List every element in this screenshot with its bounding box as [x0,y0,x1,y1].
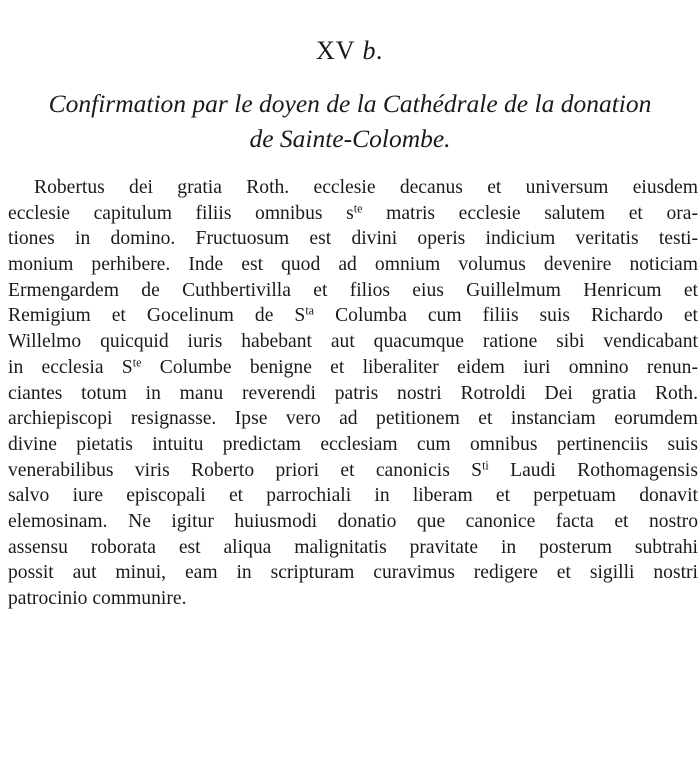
body-line: Ermengardem de Cuthbertivilla et filios eius Guillelmum Henricum et [8,279,698,301]
superscript-abbreviation: te [132,355,142,370]
superscript-abbreviation: ti [482,457,489,472]
body-line: patrocinio communire. [8,588,187,609]
body-line: Remigium et Gocelinum de $S^{ta}$ Columba cum filiis suis Richardo et [8,303,699,327]
document-number-roman: XV [315,36,356,65]
body-line: archiepiscopi resignasse. Ipse vero ad petitionem et instanciam eorumdem [8,408,698,430]
document-number [0,36,700,66]
body-line: tiones in domino. Fructuosum est divini operis indicium veritatis testi- [8,228,698,250]
body-line: elemosinam. Ne igitur huiusmodi donatio que canonice facta et nostro [8,510,698,532]
document-title-line: Confirmation par le doyen de la Cathédrale de la donation [48,89,652,118]
document-title [0,86,700,156]
body-line: possit aut minui, eam in scripturam curavimus redigere et sigilli nostri [8,562,698,584]
body-line: ciantes totum in manu reverendi patris nostri Rotroldi Dei gratia Roth. [8,382,698,404]
body-line: venerabilibus viris Roberto priori et canonicis $S^{ti}$ Laudi Rothomagensis [8,457,699,481]
document-body [8,175,698,612]
document-number-suffix: b. [362,36,385,65]
body-line: Robertus dei gratia Roth. ecclesie decanus et universum eiusdem [34,177,698,198]
body-line: salvo iure episcopali et parrochiali in liberam et perpetuam donavit [8,485,698,507]
body-line: monium perhibere. Inde est quod ad omnium volumus devenire noticiam [8,254,698,276]
body-line: divine pietatis intuitu predictam ecclesiam cum omnibus pertinenciis suis [8,433,698,455]
body-line: ecclesie capitulum filiis omnibus $s^{te}$ matris ecclesie salutem et ora- [8,201,699,224]
superscript-abbreviation: ta [305,303,315,318]
body-line: Willelmo quicquid iuris habebant aut quacumque ratione sibi vendicabant [8,331,698,353]
body-line: assensu roborata est aliqua malignitatis pravitate in posterum subtrahi [8,536,698,558]
document-title-line: de Sainte-Colombe. [249,124,451,153]
body-line: in ecclesia $S^{te}$ Columbe benigne et liberaliter eidem iuri omnino renun- [8,355,698,378]
superscript-abbreviation: te [353,201,363,216]
